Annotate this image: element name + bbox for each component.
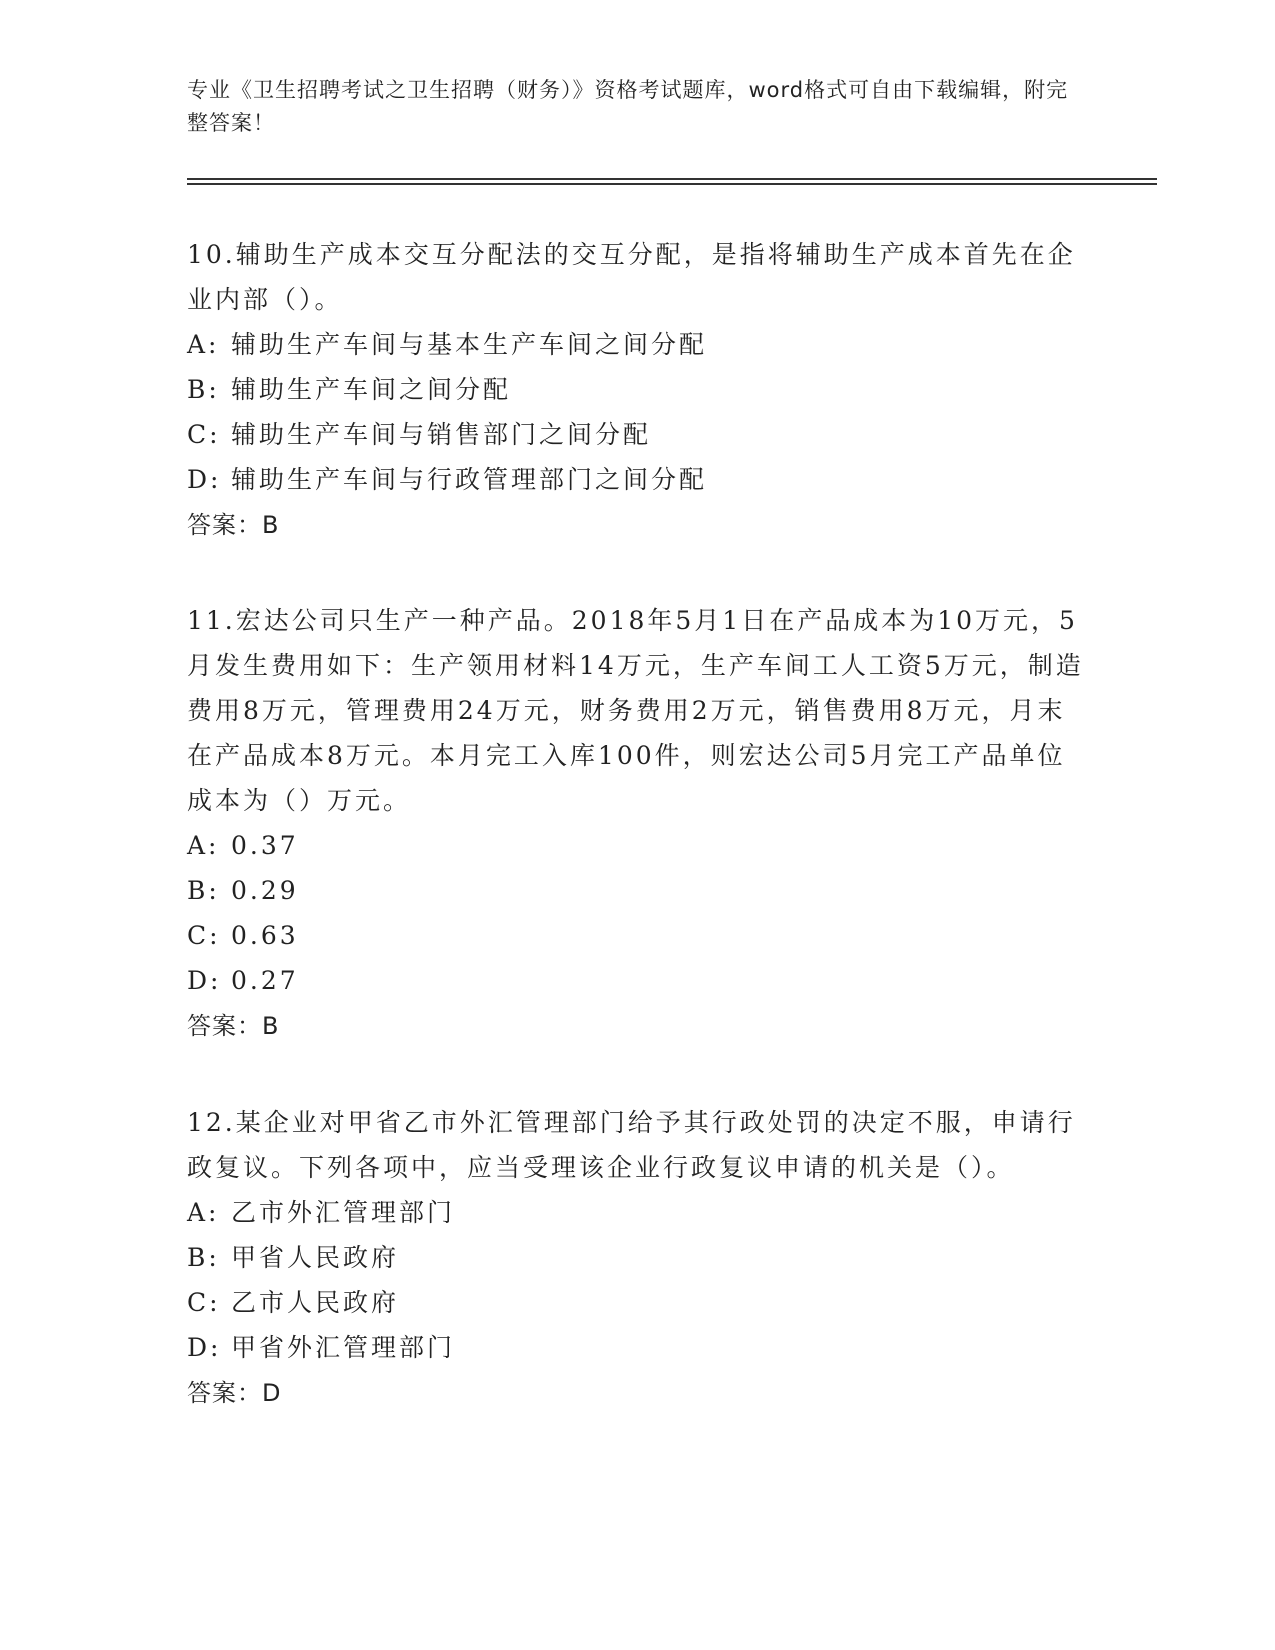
answer-value: B (262, 1012, 280, 1040)
option-b (187, 367, 1087, 412)
option-key: D: (187, 465, 222, 494)
answer-value: B (262, 511, 280, 539)
question-text: 10.辅助生产成本交互分配法的交互分配，是指将辅助生产成本首先在企业内部（）。 (187, 240, 1076, 314)
question-text: 12.某企业对甲省乙市外汇管理部门给予其行政处罚的决定不服，申请行政复议。下列各项中，应当受理该企业行政复议申请的机关是（）。 (187, 1108, 1076, 1182)
option-key: A: (187, 831, 220, 860)
option-text: 0.29 (231, 876, 299, 905)
option-key: D: (187, 966, 222, 995)
option-b (187, 1235, 1087, 1280)
answer-line (187, 1370, 1087, 1416)
option-text: 乙市人民政府 (231, 1288, 400, 1317)
question-12 (187, 1100, 1087, 1416)
question-11 (187, 598, 1087, 1049)
answer-line (187, 1003, 1087, 1049)
header-divider-top (187, 178, 1157, 180)
option-key: C: (187, 921, 221, 950)
option-c (187, 412, 1087, 457)
option-d (187, 457, 1087, 502)
answer-label: 答案： (187, 1012, 262, 1040)
option-key: A: (187, 330, 220, 359)
answer-value: D (262, 1379, 282, 1407)
option-key: B: (187, 375, 220, 404)
option-a (187, 823, 1087, 868)
option-text: 辅助生产车间与基本生产车间之间分配 (231, 330, 708, 359)
option-d (187, 958, 1087, 1003)
option-c (187, 1280, 1087, 1325)
option-b (187, 868, 1087, 913)
answer-line (187, 502, 1087, 548)
question-text: 11.宏达公司只生产一种产品。2018年5月1日在产品成本为10万元，5月发生费用如下：生产领用材料14万元，生产车间工人工资5万元，制造费用8万元，管理费用24万元，财务费用2万元，销售费用8万元，月末在产品成本8万元。本月完工入库100件，则宏达公司5月完工产品单位成本为（）万元。 (187, 606, 1084, 815)
answer-label: 答案： (187, 511, 262, 539)
option-text: 辅助生产车间之间分配 (231, 375, 512, 404)
header-divider-bottom (187, 183, 1157, 185)
option-a (187, 1190, 1087, 1235)
answer-label: 答案： (187, 1379, 262, 1407)
option-text: 甲省人民政府 (231, 1243, 400, 1272)
option-key: B: (187, 876, 220, 905)
option-key: A: (187, 1198, 220, 1227)
option-a (187, 322, 1087, 367)
option-text: 0.27 (231, 966, 299, 995)
option-c (187, 913, 1087, 958)
option-key: D: (187, 1333, 222, 1362)
option-text: 甲省外汇管理部门 (231, 1333, 456, 1362)
option-text: 0.63 (231, 921, 299, 950)
document-header: 专业《卫生招聘考试之卫生招聘（财务）》资格考试题库，word格式可自由下载编辑，附完整答案！ (187, 78, 1069, 135)
option-key: C: (187, 1288, 221, 1317)
option-key: B: (187, 1243, 220, 1272)
option-key: C: (187, 420, 221, 449)
option-text: 0.37 (231, 831, 299, 860)
option-text: 辅助生产车间与销售部门之间分配 (231, 420, 652, 449)
option-text: 辅助生产车间与行政管理部门之间分配 (231, 465, 708, 494)
question-10 (187, 232, 1087, 548)
option-text: 乙市外汇管理部门 (231, 1198, 456, 1227)
option-d (187, 1325, 1087, 1370)
